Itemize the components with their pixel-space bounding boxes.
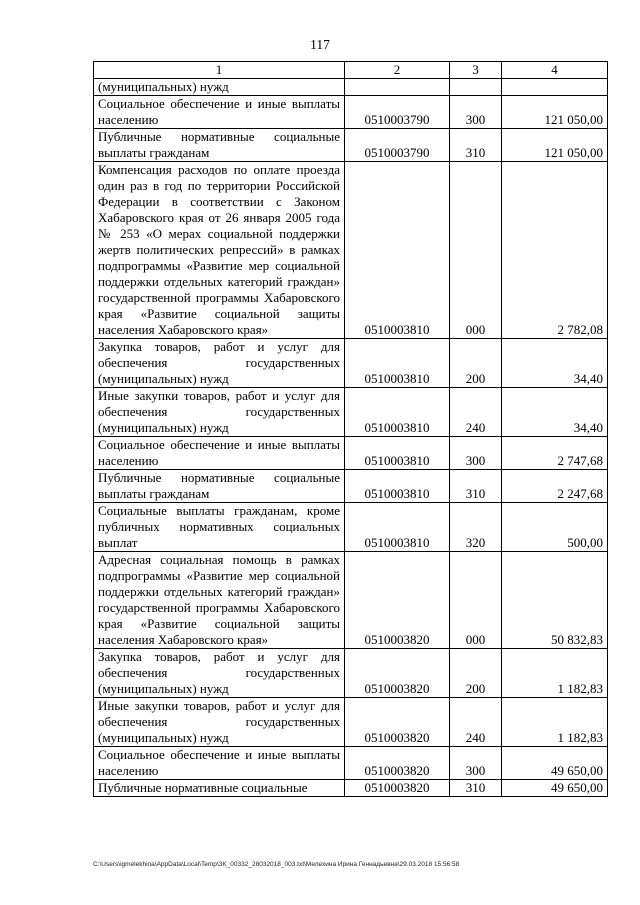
row-type [450,79,502,96]
table-row [94,503,608,552]
row-type: 300 [450,747,502,780]
row-code: 0510003820 [345,552,450,649]
table-row [94,470,608,503]
row-type: 310 [450,780,502,797]
row-code: 0510003820 [345,649,450,698]
table-header-row [94,62,608,79]
row-name: Публичные нормативные социальные [94,780,345,797]
row-code: 0510003790 [345,96,450,129]
header-col-4: 4 [502,62,608,79]
table-row [94,96,608,129]
table-row [94,552,608,649]
row-name: Социальные выплаты гражданам, кроме публичных нормативных социальных выплат [94,503,345,552]
footer-file-path: C:\Users\igmelekhina\AppData\Local\Temp\3K_00332_28032018_003.txt\Мелехина Ирина Геннадьевна\29.03.2018 15:56:58 [93,861,460,868]
row-amount [502,79,608,96]
table-row [94,162,608,339]
table-row [94,388,608,437]
row-type: 300 [450,96,502,129]
table-row [94,698,608,747]
row-amount: 121 050,00 [502,129,608,162]
row-type: 300 [450,437,502,470]
row-amount: 500,00 [502,503,608,552]
row-name: Адресная социальная помощь в рамках подпрограммы «Развитие мер социальной поддержки отдельных категорий граждан» государственной программы Хабаровского края «Развитие социальной защиты населения Хабаровского края» [94,552,345,649]
row-code: 0510003810 [345,437,450,470]
row-code: 0510003810 [345,503,450,552]
budget-table [93,61,608,797]
row-type: 240 [450,698,502,747]
row-code: 0510003820 [345,747,450,780]
row-name: Иные закупки товаров, работ и услуг для обеспечения государственных (муниципальных) нужд [94,388,345,437]
header-col-1: 1 [94,62,345,79]
row-name: Социальное обеспечение и иные выплаты населению [94,747,345,780]
row-name: Публичные нормативные социальные выплаты гражданам [94,470,345,503]
row-code [345,79,450,96]
row-amount: 1 182,83 [502,698,608,747]
row-amount: 2 247,68 [502,470,608,503]
row-type: 000 [450,552,502,649]
row-type: 310 [450,129,502,162]
row-code: 0510003820 [345,780,450,797]
table-row [94,747,608,780]
row-amount: 2 782,08 [502,162,608,339]
row-name: Иные закупки товаров, работ и услуг для обеспечения государственных (муниципальных) нужд [94,698,345,747]
table-row [94,79,608,96]
row-type: 000 [450,162,502,339]
row-name: Публичные нормативные социальные выплаты гражданам [94,129,345,162]
row-amount: 49 650,00 [502,747,608,780]
row-code: 0510003810 [345,388,450,437]
row-code: 0510003820 [345,698,450,747]
row-name: Компенсация расходов по оплате проезда один раз в год по территории Российской Федерации в соответствии с Законом Хабаровского края от 26 января 2005 года № 253 «О мерах социальной поддержки жертв политических репрессий» в рамках подпрограммы «Развитие мер социальной поддержки отдельных категорий граждан» государственной программы Хабаровского края «Развитие социальной защиты населения Хабаровского края» [94,162,345,339]
row-type: 310 [450,470,502,503]
row-code: 0510003810 [345,470,450,503]
row-amount: 50 832,83 [502,552,608,649]
row-amount: 34,40 [502,339,608,388]
row-amount: 121 050,00 [502,96,608,129]
row-amount: 1 182,83 [502,649,608,698]
row-type: 320 [450,503,502,552]
table-row [94,339,608,388]
row-name: Социальное обеспечение и иные выплаты населению [94,96,345,129]
row-amount: 34,40 [502,388,608,437]
table-row [94,780,608,797]
row-type: 200 [450,339,502,388]
table-row [94,437,608,470]
header-col-2: 2 [345,62,450,79]
row-name: Социальное обеспечение и иные выплаты населению [94,437,345,470]
row-name: (муниципальных) нужд [94,79,345,96]
row-code: 0510003810 [345,162,450,339]
row-name: Закупка товаров, работ и услуг для обеспечения государственных (муниципальных) нужд [94,339,345,388]
row-name: Закупка товаров, работ и услуг для обеспечения государственных (муниципальных) нужд [94,649,345,698]
row-type: 240 [450,388,502,437]
row-code: 0510003790 [345,129,450,162]
header-col-3: 3 [450,62,502,79]
row-type: 200 [450,649,502,698]
row-code: 0510003810 [345,339,450,388]
page-number: 117 [310,37,330,52]
row-amount: 49 650,00 [502,780,608,797]
table-row [94,649,608,698]
table-row [94,129,608,162]
row-amount: 2 747,68 [502,437,608,470]
